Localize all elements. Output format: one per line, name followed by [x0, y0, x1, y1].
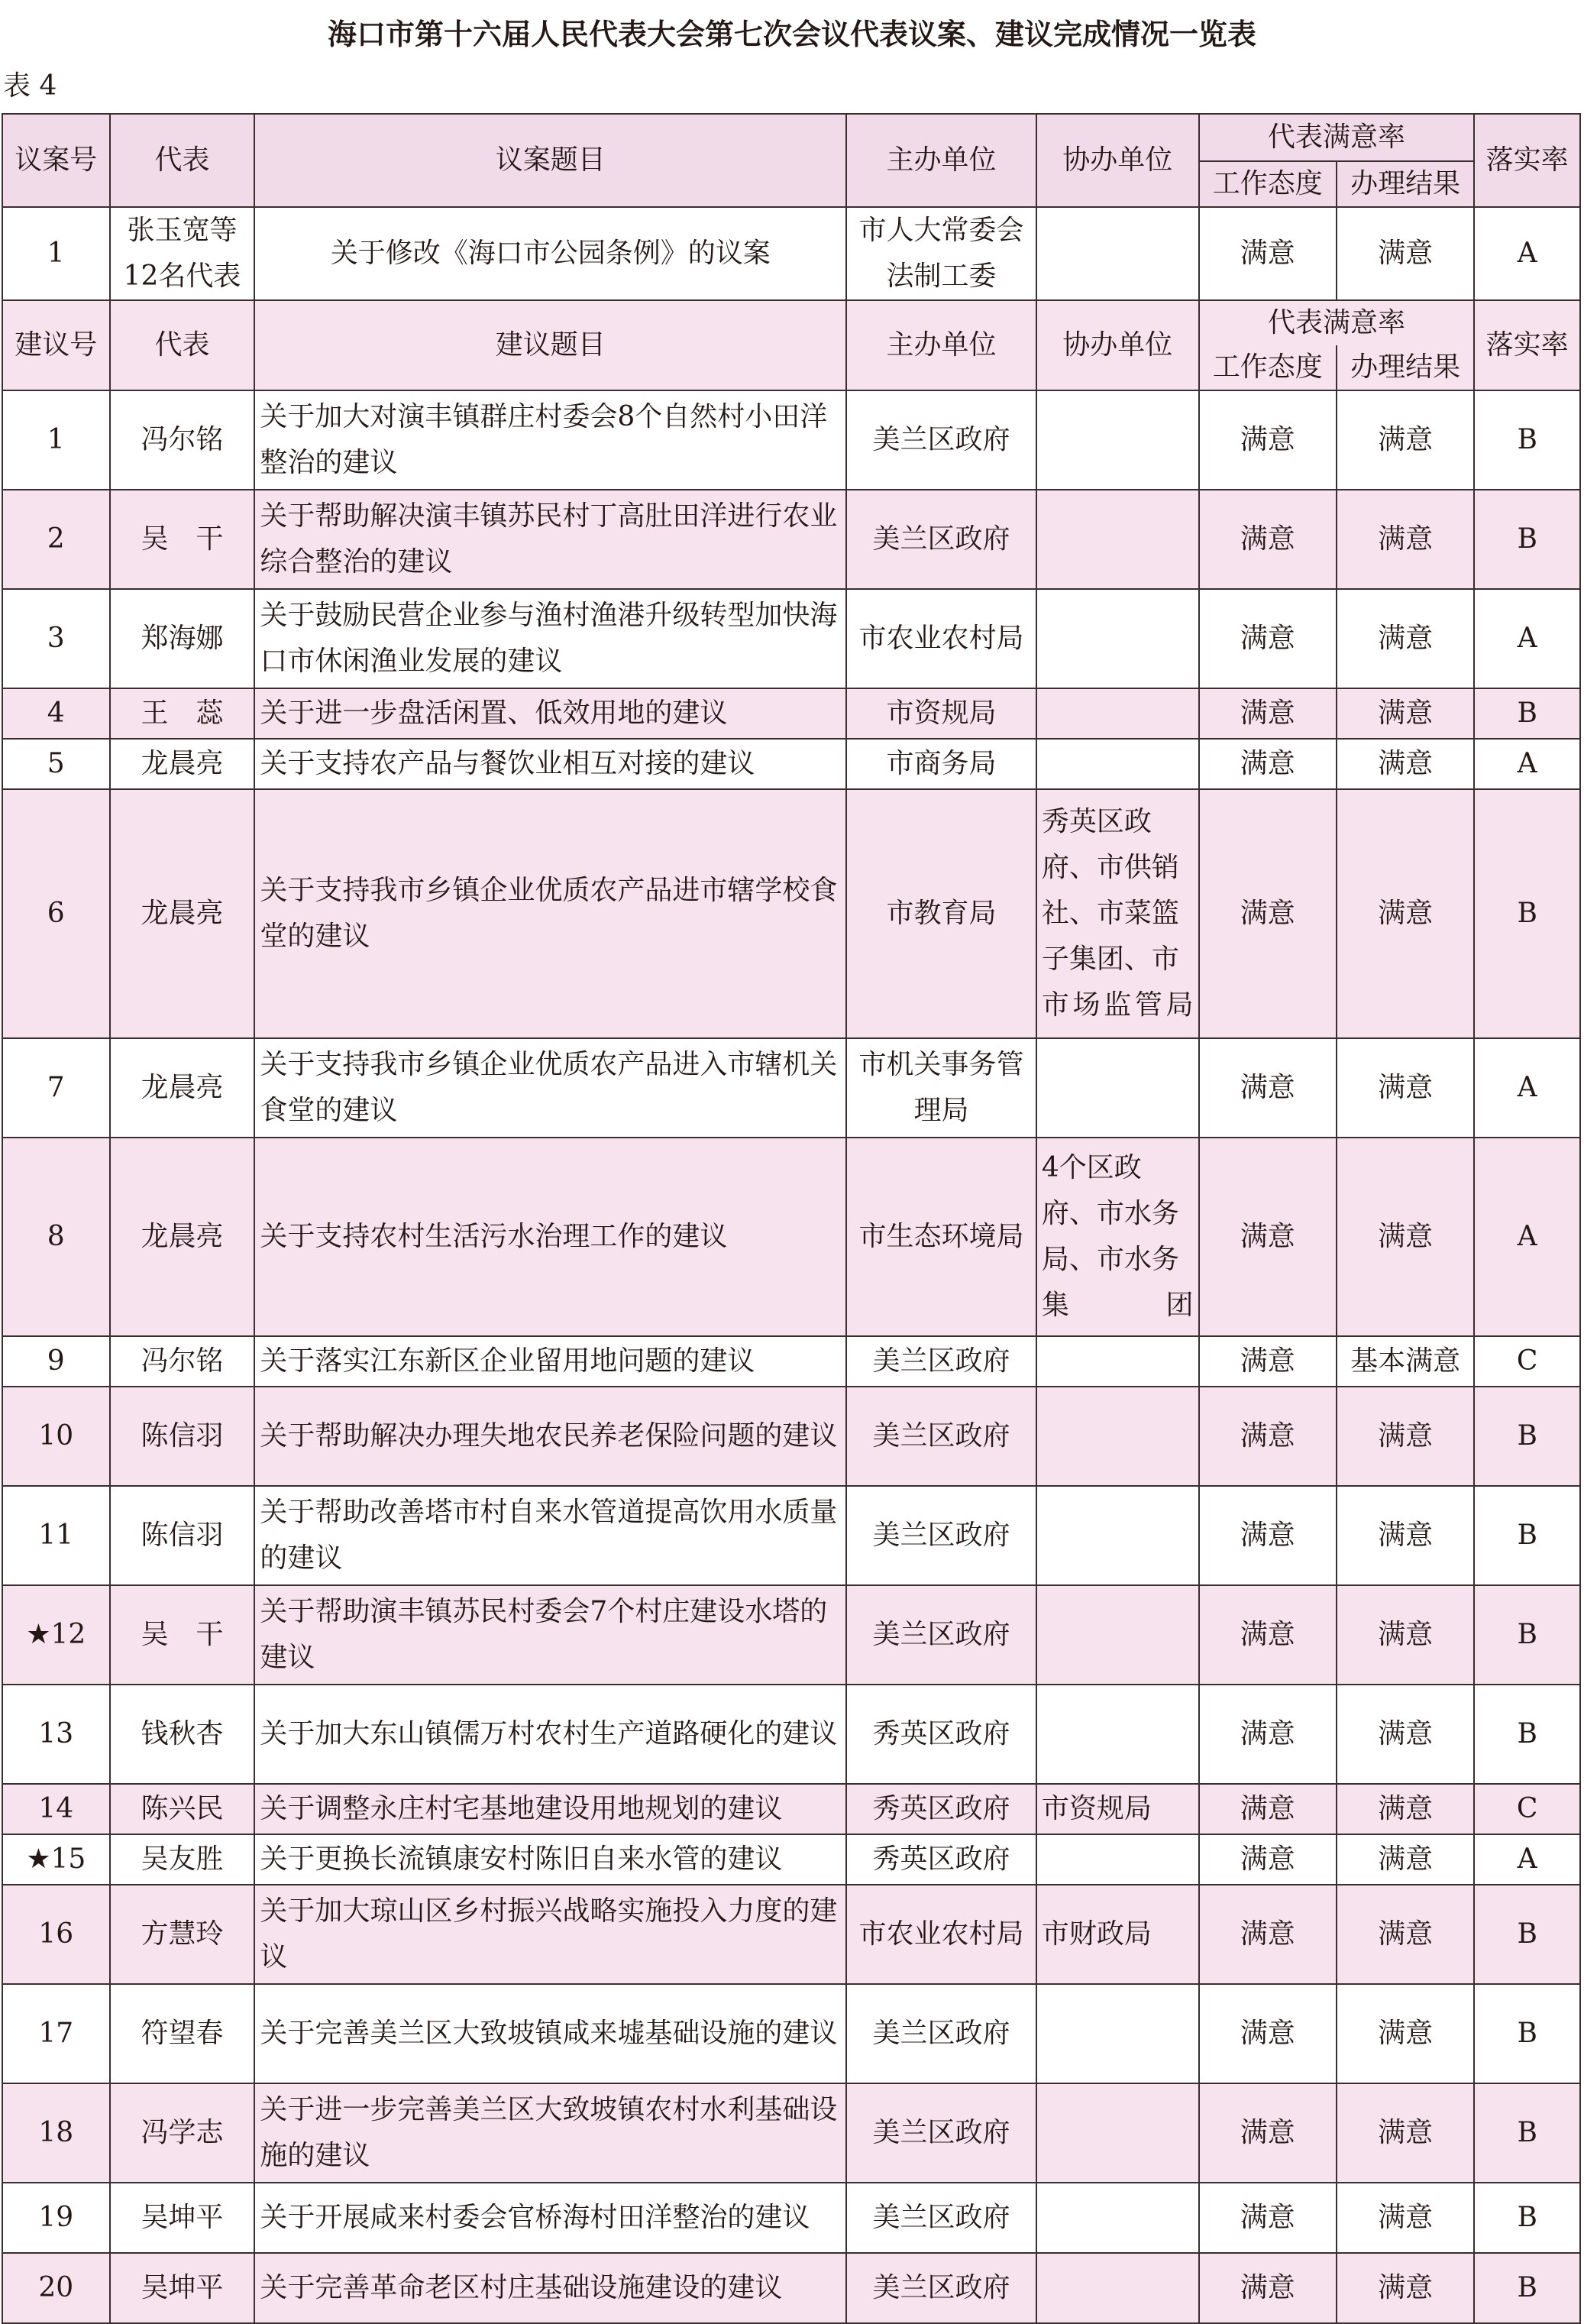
header-suggestion-no: 建议号	[2, 300, 110, 390]
header-suggestion-co: 协办单位	[1036, 300, 1199, 390]
header-motion-topic: 议案题目	[254, 114, 846, 207]
suggestion-result: 基本满意	[1337, 1336, 1474, 1387]
suggestion-rate: B	[1474, 1486, 1580, 1585]
suggestion-co-unit	[1036, 1336, 1199, 1387]
suggestion-topic: 关于加大对演丰镇群庄村委会8个自然村小田洋整治的建议	[254, 390, 846, 490]
table-row	[2, 589, 1580, 688]
suggestion-co-unit	[1036, 1834, 1199, 1885]
suggestion-rate: B	[1474, 1685, 1580, 1784]
suggestion-result: 满意	[1337, 1585, 1474, 1685]
suggestion-attitude: 满意	[1199, 1784, 1337, 1834]
suggestion-no: 17	[2, 1984, 110, 2083]
suggestion-co-unit: 4个区政府、市水务局、市水务集团	[1036, 1138, 1199, 1336]
table-row	[2, 789, 1580, 1038]
header-suggestion-host: 主办单位	[846, 300, 1036, 390]
suggestion-rate: B	[1474, 2183, 1580, 2253]
header-suggestion-attitude: 工作态度	[1199, 345, 1337, 390]
suggestion-host-unit: 美兰区政府	[846, 1984, 1036, 2083]
suggestion-host-unit: 秀英区政府	[846, 1834, 1036, 1885]
suggestion-rate: A	[1474, 1038, 1580, 1138]
suggestion-topic: 关于帮助解决演丰镇苏民村丁高肚田洋进行农业综合整治的建议	[254, 490, 846, 589]
suggestion-co-unit	[1036, 1685, 1199, 1784]
suggestion-rate: A	[1474, 1138, 1580, 1336]
suggestion-topic: 关于帮助演丰镇苏民村委会7个村庄建设水塔的建议	[254, 1585, 846, 1685]
suggestion-co-unit	[1036, 1486, 1199, 1585]
suggestion-result: 满意	[1337, 2183, 1474, 2253]
suggestion-host-unit: 市生态环境局	[846, 1138, 1036, 1336]
suggestion-representative: 钱秋杏	[110, 1685, 255, 1784]
motion-representative: 张玉宽等 12名代表	[110, 207, 255, 300]
suggestion-co-unit: 市资规局	[1036, 1784, 1199, 1834]
suggestion-attitude: 满意	[1199, 1834, 1337, 1885]
suggestion-host-unit: 美兰区政府	[846, 490, 1036, 589]
suggestion-attitude: 满意	[1199, 1387, 1337, 1486]
suggestion-representative: 冯尔铭	[110, 1336, 255, 1387]
suggestion-host-unit: 市农业农村局	[846, 1885, 1036, 1984]
suggestion-attitude: 满意	[1199, 490, 1337, 589]
suggestion-representative: 吴友胜	[110, 1834, 255, 1885]
suggestion-host-unit: 美兰区政府	[846, 390, 1036, 490]
table-row	[2, 2083, 1580, 2183]
results-table	[2, 113, 1581, 2324]
suggestion-attitude: 满意	[1199, 789, 1337, 1038]
suggestion-representative: 方慧玲	[110, 1885, 255, 1984]
suggestion-representative: 龙晨亮	[110, 789, 255, 1038]
table-row	[2, 1834, 1580, 1885]
suggestion-co-unit	[1036, 589, 1199, 688]
suggestion-host-unit: 市农业农村局	[846, 589, 1036, 688]
suggestion-topic: 关于开展咸来村委会官桥海村田洋整治的建议	[254, 2183, 846, 2253]
suggestion-representative: 吴 干	[110, 490, 255, 589]
suggestion-attitude: 满意	[1199, 1038, 1337, 1138]
header-suggestion-topic: 建议题目	[254, 300, 846, 390]
header-suggestion-satisfaction: 代表满意率	[1199, 300, 1475, 345]
table-row	[2, 2183, 1580, 2253]
suggestion-co-unit	[1036, 1387, 1199, 1486]
suggestion-topic: 关于支持农产品与餐饮业相互对接的建议	[254, 739, 846, 789]
suggestion-attitude: 满意	[1199, 2183, 1337, 2253]
suggestion-host-unit: 美兰区政府	[846, 2183, 1036, 2253]
suggestion-no: ★15	[2, 1834, 110, 1885]
suggestion-rate: B	[1474, 2083, 1580, 2183]
suggestion-representative: 龙晨亮	[110, 1138, 255, 1336]
table-row	[2, 1486, 1580, 1585]
table-row	[2, 1685, 1580, 1784]
suggestion-result: 满意	[1337, 1387, 1474, 1486]
motion-row	[2, 207, 1580, 300]
suggestion-result: 满意	[1337, 789, 1474, 1038]
suggestion-rate: B	[1474, 2253, 1580, 2323]
suggestion-result: 满意	[1337, 739, 1474, 789]
suggestion-no: 8	[2, 1138, 110, 1336]
header-representative: 代表	[110, 114, 255, 207]
suggestion-result: 满意	[1337, 589, 1474, 688]
suggestion-no: 2	[2, 490, 110, 589]
table-row	[2, 1885, 1580, 1984]
suggestion-attitude: 满意	[1199, 1885, 1337, 1984]
suggestion-host-unit: 美兰区政府	[846, 1585, 1036, 1685]
suggestion-topic: 关于落实江东新区企业留用地问题的建议	[254, 1336, 846, 1387]
suggestion-host-unit: 美兰区政府	[846, 1486, 1036, 1585]
suggestion-attitude: 满意	[1199, 739, 1337, 789]
suggestion-host-unit: 秀英区政府	[846, 1685, 1036, 1784]
table-label: 表 4	[3, 70, 57, 102]
suggestion-topic: 关于支持我市乡镇企业优质农产品进市辖学校食堂的建议	[254, 789, 846, 1038]
table-row	[2, 1336, 1580, 1387]
header-satisfaction: 代表满意率	[1199, 114, 1475, 161]
suggestion-attitude: 满意	[1199, 1685, 1337, 1784]
suggestion-rate: A	[1474, 739, 1580, 789]
suggestion-co-unit	[1036, 1585, 1199, 1685]
suggestion-host-unit: 美兰区政府	[846, 2253, 1036, 2323]
suggestion-rate: B	[1474, 1984, 1580, 2083]
suggestion-no: 11	[2, 1486, 110, 1585]
suggestion-no: 9	[2, 1336, 110, 1387]
motion-co-unit	[1036, 207, 1199, 300]
table-row	[2, 1585, 1580, 1685]
motion-rate: A	[1474, 207, 1580, 300]
suggestion-host-unit: 美兰区政府	[846, 1387, 1036, 1486]
suggestion-result: 满意	[1337, 1138, 1474, 1336]
suggestion-representative: 王 蕊	[110, 688, 255, 739]
suggestion-result: 满意	[1337, 490, 1474, 589]
suggestion-no: 10	[2, 1387, 110, 1486]
suggestion-no: 5	[2, 739, 110, 789]
page-title: 海口市第十六届人民代表大会第七次会议代表议案、建议完成情况一览表	[327, 18, 1256, 51]
suggestion-co-unit	[1036, 2253, 1199, 2323]
suggestion-rate: B	[1474, 789, 1580, 1038]
header-host-unit: 主办单位	[846, 114, 1036, 207]
table-row	[2, 1984, 1580, 2083]
suggestion-attitude: 满意	[1199, 1138, 1337, 1336]
suggestion-attitude: 满意	[1199, 1585, 1337, 1685]
suggestion-rate: A	[1474, 589, 1580, 688]
table-row	[2, 1038, 1580, 1138]
header-co-unit: 协办单位	[1036, 114, 1199, 207]
suggestion-co-unit	[1036, 490, 1199, 589]
suggestion-representative: 龙晨亮	[110, 1038, 255, 1138]
suggestion-attitude: 满意	[1199, 1486, 1337, 1585]
header-result: 办理结果	[1337, 161, 1474, 207]
suggestion-result: 满意	[1337, 2253, 1474, 2323]
suggestion-host-unit: 市资规局	[846, 688, 1036, 739]
suggestion-result: 满意	[1337, 1038, 1474, 1138]
suggestion-co-unit	[1036, 390, 1199, 490]
table-row	[2, 688, 1580, 739]
suggestion-topic: 关于进一步盘活闲置、低效用地的建议	[254, 688, 846, 739]
suggestion-result: 满意	[1337, 1885, 1474, 1984]
suggestion-rate: C	[1474, 1336, 1580, 1387]
suggestion-representative: 吴 干	[110, 1585, 255, 1685]
suggestion-co-unit	[1036, 688, 1199, 739]
suggestion-no: 3	[2, 589, 110, 688]
suggestion-topic: 关于鼓励民营企业参与渔村渔港升级转型加快海口市休闲渔业发展的建议	[254, 589, 846, 688]
suggestion-rate: B	[1474, 1585, 1580, 1685]
header-rate: 落实率	[1474, 114, 1580, 207]
suggestion-no: 18	[2, 2083, 110, 2183]
table-row	[2, 490, 1580, 589]
suggestion-result: 满意	[1337, 1486, 1474, 1585]
motion-attitude: 满意	[1199, 207, 1337, 300]
table-row	[2, 2253, 1580, 2323]
suggestion-representative: 郑海娜	[110, 589, 255, 688]
suggestion-topic: 关于加大琼山区乡村振兴战略实施投入力度的建议	[254, 1885, 846, 1984]
suggestion-co-unit	[1036, 1038, 1199, 1138]
suggestion-result: 满意	[1337, 1984, 1474, 2083]
suggestion-no: 16	[2, 1885, 110, 1984]
table-row	[2, 1387, 1580, 1486]
suggestion-rate: B	[1474, 390, 1580, 490]
suggestion-result: 满意	[1337, 390, 1474, 490]
suggestion-no: ★12	[2, 1585, 110, 1685]
suggestion-no: 6	[2, 789, 110, 1038]
suggestion-topic: 关于帮助解决办理失地农民养老保险问题的建议	[254, 1387, 846, 1486]
suggestion-topic: 关于完善美兰区大致坡镇咸来墟基础设施的建议	[254, 1984, 846, 2083]
suggestion-co-unit	[1036, 1984, 1199, 2083]
motion-host-unit: 市人大常委会 法制工委	[846, 207, 1036, 300]
header-suggestion-rate: 落实率	[1474, 300, 1580, 390]
suggestion-topic: 关于支持我市乡镇企业优质农产品进入市辖机关食堂的建议	[254, 1038, 846, 1138]
motion-result: 满意	[1337, 207, 1474, 300]
suggestion-no: 20	[2, 2253, 110, 2323]
suggestion-host-unit: 美兰区政府	[846, 2083, 1036, 2183]
suggestion-rate: B	[1474, 1885, 1580, 1984]
suggestion-topic: 关于加大东山镇儒万村农村生产道路硬化的建议	[254, 1685, 846, 1784]
suggestion-rate: B	[1474, 1387, 1580, 1486]
suggestion-co-unit	[1036, 2083, 1199, 2183]
suggestion-topic: 关于更换长流镇康安村陈旧自来水管的建议	[254, 1834, 846, 1885]
suggestion-rate: A	[1474, 1834, 1580, 1885]
suggestion-co-unit: 秀英区政府、市供销社、市菜篮子集团、市市场监管局	[1036, 789, 1199, 1038]
suggestion-attitude: 满意	[1199, 688, 1337, 739]
suggestion-host-unit: 美兰区政府	[846, 1336, 1036, 1387]
suggestion-representative: 吴坤平	[110, 2253, 255, 2323]
suggestion-attitude: 满意	[1199, 1336, 1337, 1387]
suggestion-co-unit: 市财政局	[1036, 1885, 1199, 1984]
suggestion-co-unit	[1036, 2183, 1199, 2253]
header-motion-no: 议案号	[2, 114, 110, 207]
suggestion-topic: 关于调整永庄村宅基地建设用地规划的建议	[254, 1784, 846, 1834]
suggestion-representative: 陈兴民	[110, 1784, 255, 1834]
suggestion-host-unit: 市教育局	[846, 789, 1036, 1038]
suggestion-result: 满意	[1337, 688, 1474, 739]
suggestion-no: 1	[2, 390, 110, 490]
suggestion-attitude: 满意	[1199, 1984, 1337, 2083]
motion-header-row	[2, 114, 1580, 161]
suggestion-attitude: 满意	[1199, 390, 1337, 490]
suggestion-representative: 陈信羽	[110, 1486, 255, 1585]
suggestion-topic: 关于支持农村生活污水治理工作的建议	[254, 1138, 846, 1336]
suggestion-result: 满意	[1337, 2083, 1474, 2183]
suggestion-no: 7	[2, 1038, 110, 1138]
suggestion-attitude: 满意	[1199, 2083, 1337, 2183]
suggestion-representative: 符望春	[110, 1984, 255, 2083]
suggestion-header-row	[2, 300, 1580, 345]
suggestion-co-unit	[1036, 739, 1199, 789]
suggestion-topic: 关于完善革命老区村庄基础设施建设的建议	[254, 2253, 846, 2323]
motion-topic: 关于修改《海口市公园条例》的议案	[254, 207, 846, 300]
header-suggestion-representative: 代表	[110, 300, 255, 390]
suggestion-host-unit: 市机关事务管理局	[846, 1038, 1036, 1138]
suggestion-representative: 冯学志	[110, 2083, 255, 2183]
suggestion-host-unit: 秀英区政府	[846, 1784, 1036, 1834]
suggestion-attitude: 满意	[1199, 589, 1337, 688]
suggestion-result: 满意	[1337, 1685, 1474, 1784]
suggestion-host-unit: 市商务局	[846, 739, 1036, 789]
suggestion-no: 19	[2, 2183, 110, 2253]
suggestion-result: 满意	[1337, 1834, 1474, 1885]
suggestion-no: 13	[2, 1685, 110, 1784]
header-attitude: 工作态度	[1199, 161, 1337, 207]
suggestion-representative: 陈信羽	[110, 1387, 255, 1486]
table-body	[2, 114, 1580, 2323]
suggestion-representative: 龙晨亮	[110, 739, 255, 789]
suggestion-attitude: 满意	[1199, 2253, 1337, 2323]
table-row	[2, 739, 1580, 789]
suggestion-rate: C	[1474, 1784, 1580, 1834]
table-row	[2, 390, 1580, 490]
motion-no: 1	[2, 207, 110, 300]
suggestion-no: 14	[2, 1784, 110, 1834]
header-suggestion-result: 办理结果	[1337, 345, 1474, 390]
table-row	[2, 1138, 1580, 1336]
suggestion-topic: 关于进一步完善美兰区大致坡镇农村水利基础设施的建议	[254, 2083, 846, 2183]
suggestion-no: 4	[2, 688, 110, 739]
suggestion-rate: B	[1474, 490, 1580, 589]
suggestion-rate: B	[1474, 688, 1580, 739]
suggestion-representative: 冯尔铭	[110, 390, 255, 490]
suggestion-topic: 关于帮助改善塔市村自来水管道提高饮用水质量的建议	[254, 1486, 846, 1585]
table-row	[2, 1784, 1580, 1834]
suggestion-result: 满意	[1337, 1784, 1474, 1834]
suggestion-representative: 吴坤平	[110, 2183, 255, 2253]
